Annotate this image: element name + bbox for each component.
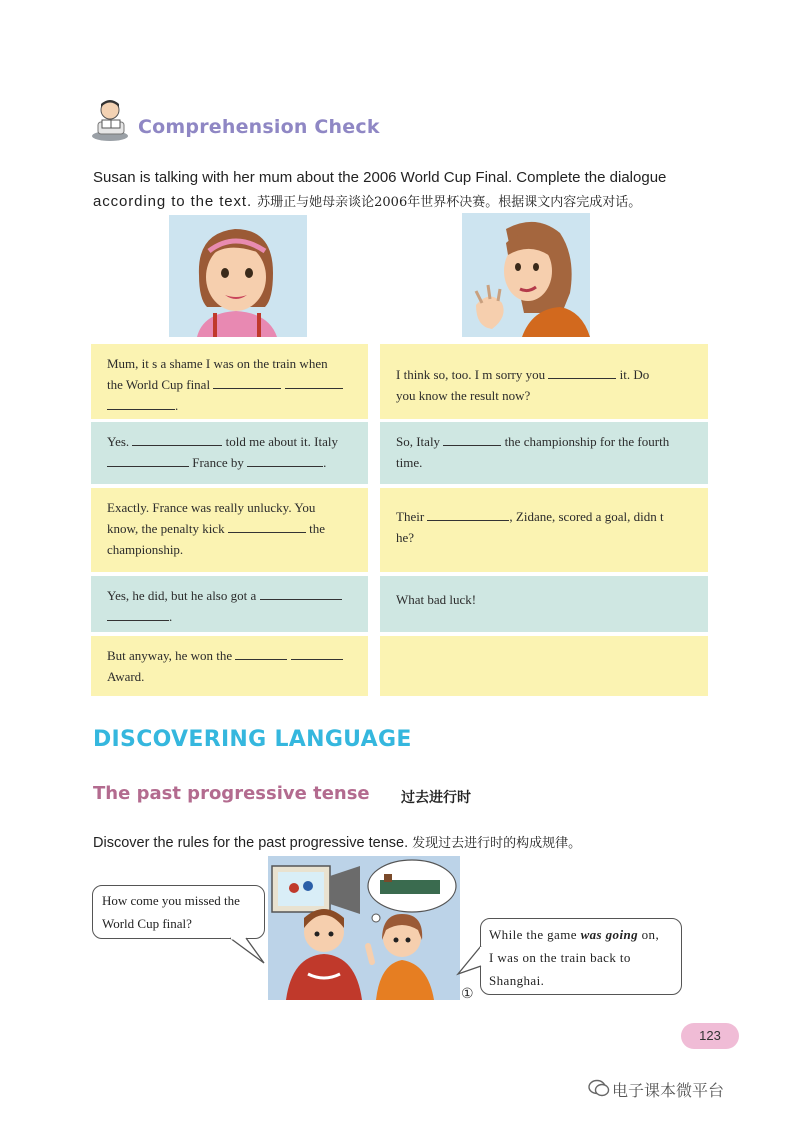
dialogue-text: But anyway, he won the [107,648,233,663]
intro-line-1: Susan is talking with her mum about the 2006 World Cup Final. Complete the dialogue [93,169,667,186]
dialogue-cell-r2-right [380,422,708,484]
bubble-text: I was on the train back to [489,950,631,965]
dialogue-text: the [309,521,325,536]
answer-blank[interactable] [260,585,342,600]
intro-line-2 [93,190,723,215]
page-number: 123 [681,1023,739,1049]
mum-illustration [462,213,590,337]
dialogue-text: the World Cup final [107,377,211,392]
watermark-text: 电子课本微平台 [612,1081,725,1100]
dialogue-text: it. Do [619,367,650,382]
dialogue-text: championship. [107,542,184,557]
dialogue-text: , Zidane, scored a goal, didn t [509,509,664,524]
dialogue-cell-r3-right [380,488,708,572]
answer-blank[interactable] [548,364,616,379]
bubble-tail [456,944,484,978]
dialogue-cell-r2-left [91,422,368,484]
intro-line-2-en: according to the text. [93,193,253,210]
dialogue-text: Yes. [107,434,130,449]
dialogue-line: . [107,606,354,627]
dialogue-text: I think so, too. I m sorry you [396,367,546,382]
boy-girl-conversation-illustration [268,856,460,1000]
dialogue-line [107,585,354,606]
picture-number-marker: ① [461,987,474,1002]
dialogue-cell-r3-left [91,488,368,572]
section-heading-comprehension: Comprehension Check [138,116,380,138]
bubble-text: Shanghai. [489,973,545,988]
dialogue-line: . [107,395,354,416]
dialogue-text: time. [396,455,423,470]
dialogue-cell-r4-left [91,576,368,632]
speech-bubble-girl [480,918,682,995]
dialogue-line [396,364,694,385]
answer-blank[interactable] [107,395,175,410]
dialogue-text: the championship for the fourth [504,434,670,449]
answer-blank[interactable] [213,374,281,389]
answer-blank[interactable] [228,518,306,533]
dialogue-line: France by . [107,452,354,473]
dialogue-text: Yes, he did, but he also got a [107,588,257,603]
dialogue-cell-r4-right [380,576,708,632]
intro-line-2-cn: 苏珊正与她母亲谈论2006年世界杯决赛。根据课文内容完成对话。 [257,195,642,210]
bubble-emphasis: was going [580,927,638,942]
dialogue-cell-r1-right [380,344,708,419]
dialogue-text: he? [396,530,415,545]
dialogue-text: told me about it. Italy [225,434,338,449]
bubble-text: World Cup final? [102,916,192,931]
dialogue-text: Exactly. France was really unlucky. You [107,500,316,515]
bubble-line [489,923,681,946]
answer-blank[interactable] [107,452,189,467]
dialogue-text: Mum, it s a shame I was on the train when [107,356,328,371]
answer-blank[interactable] [107,606,169,621]
bubble-text: on, [641,927,660,942]
dialogue-text: What bad luck! [396,592,477,607]
answer-blank[interactable] [427,506,509,521]
speech-bubble-boy [92,885,265,939]
answer-blank[interactable] [291,645,343,660]
wechat-icon [588,1078,610,1098]
answer-blank[interactable] [132,431,222,446]
answer-blank[interactable] [443,431,501,446]
answer-blank[interactable] [247,452,323,467]
subheading-past-progressive: The past progressive tense [93,783,370,804]
instruction-cn: 发现过去进行时的构成规律。 [412,836,582,851]
instruction-text [93,832,581,851]
answer-blank[interactable] [235,645,287,660]
dialogue-cell-r5-left [91,636,368,696]
reading-boy-icon [88,96,136,142]
dialogue-text: So, Italy [396,434,441,449]
dialogue-text: know, the penalty kick [107,521,225,536]
dialogue-text: France by [192,455,244,470]
section-heading-discovering-language: DISCOVERING LANGUAGE [93,727,412,752]
intro-paragraph [93,166,723,215]
dialogue-line [107,518,354,539]
subheading-past-progressive-cn: 过去进行时 [401,790,471,806]
bubble-text: How come you missed the [102,893,240,908]
dialogue-cell-r1-left [91,344,368,419]
dialogue-line [396,506,694,527]
dialogue-line [107,374,354,395]
dialogue-text: Award. [107,669,145,684]
instruction-en: Discover the rules for the past progressive tense. [93,835,409,851]
dialogue-line [396,431,694,452]
dialogue-cell-r5-right [380,636,708,696]
bubble-tail [228,937,268,967]
answer-blank[interactable] [285,374,343,389]
susan-illustration [169,215,307,337]
dialogue-text: you know the result now? [396,388,531,403]
bubble-text: While the game [489,927,577,942]
dialogue-line [107,645,354,666]
dialogue-line [107,431,354,452]
dialogue-text: Their [396,509,425,524]
